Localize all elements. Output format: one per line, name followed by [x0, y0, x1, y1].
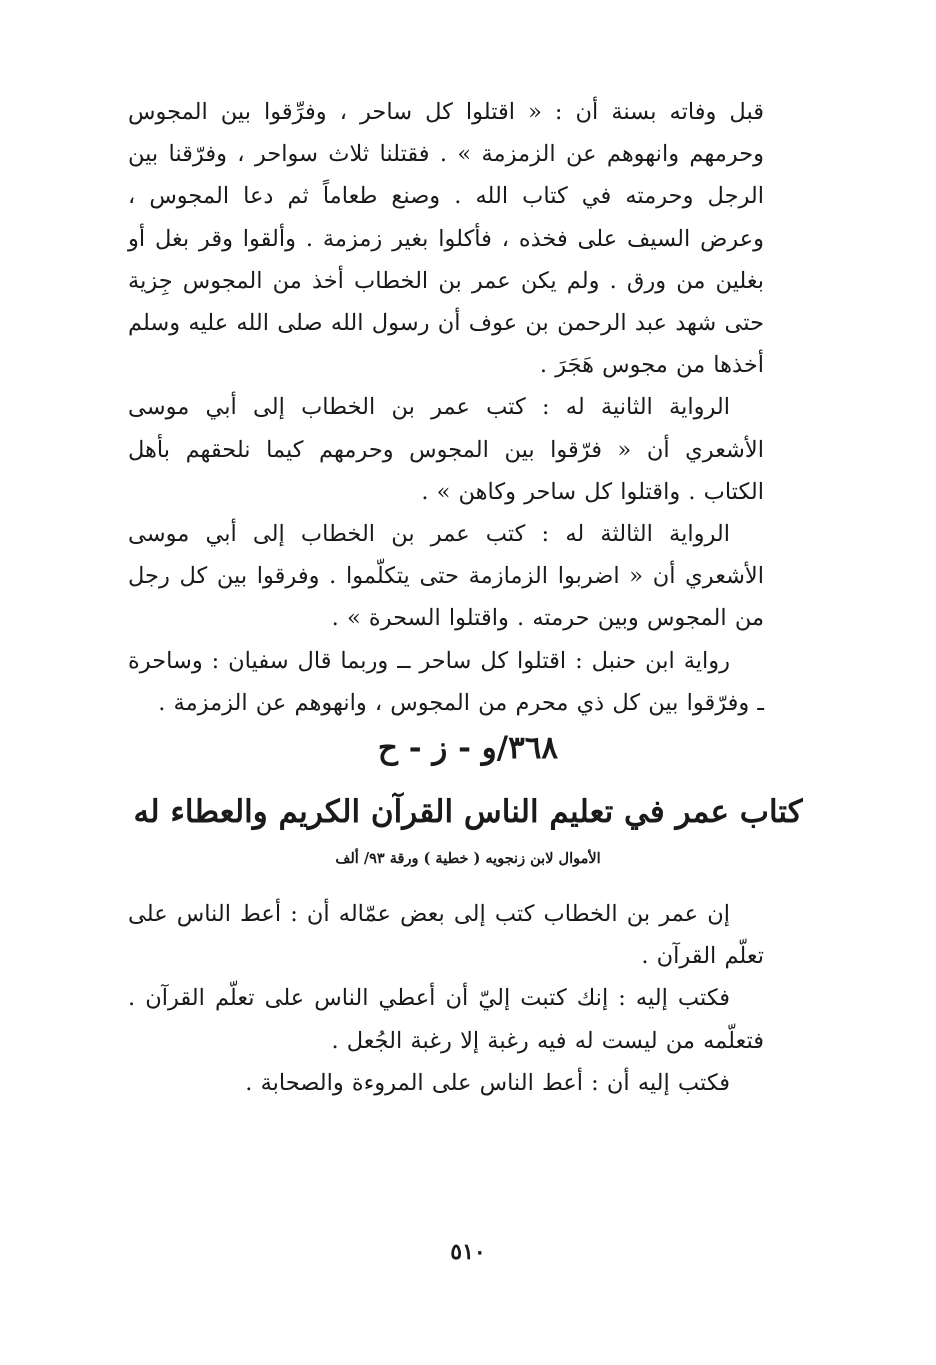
paragraph-ibn-hanbal-narration: رواية ابن حنبل : اقتلوا كل ساحر ــ وربما قال سفيان : وساحرة ـ وفرّقوا بين كل ذي محرم من المجوس ، وانهوهم عن الزمزمة .: [128, 647, 764, 716]
section-title-heading: كتاب عمر في تعليم الناس القرآن الكريم والعطاء له: [133, 794, 803, 830]
letter-text-block: [128, 893, 764, 1104]
paragraph-second-narration: الرواية الثانية له : كتب عمر بن الخطاب إلى أبي موسى الأشعري أن « فرّقوا بين المجوس وحرمهم كيما نلحقهم بأهل الكتاب . واقتلوا كل ساحر وكاهن » .: [128, 394, 764, 505]
narrations-text-block: [128, 91, 764, 724]
paragraph-third-narration: الرواية الثالثة له : كتب عمر بن الخطاب إلى أبي موسى الأشعري أن « اضربوا الزمازمة حتى يتكلّموا . وفرقوا بين كل رجل من المجوس وبين حرمته . واقتلوا السحرة » .: [128, 521, 764, 632]
section-source-reference: الأموال لابن زنجويه ( خطية ) ورقة ٩٣/ ألف: [335, 850, 601, 867]
paragraph-letter-instruction: إن عمر بن الخطاب كتب إلى بعض عمّاله أن : أعط الناس على تعلّم القرآن .: [128, 901, 764, 970]
paragraph-letter-reply: فكتب إليه : إنك كتبت إليّ أن أعطي الناس على تعلّم القرآن . فتعلّمه من ليست له فيه رغبة إلا رغبة الجُعل .: [128, 985, 764, 1054]
page-number: ٥١٠: [450, 1239, 486, 1265]
section-number-heading: ٣٦٨/و - ز - ح: [377, 730, 559, 766]
paragraph-letter-response: فكتب إليه أن : أعط الناس على المروءة والصحابة .: [245, 1069, 730, 1096]
paragraph-opening: قبل وفاته بسنة أن : « اقتلوا كل ساحر ، وفرِّقوا بين المجوس وحرمهم وانهوهم عن الزمزمة » . فقتلنا ثلاث سواحر ، وفرّقنا بين الرجل وحرمته في كتاب الله . وصنع طعاماً ثم دعا المجوس ، وعرض السيف على فخذه ، فأكلوا بغير زمزمة . وألقوا وقر بغل أو بغلين من ورق . ولم يكن عمر بن الخطاب أخذ من المجوس جِزية حتى شهد عبد الرحمن بن عوف أن رسول الله صلى الله عليه وسلم أخذها من مجوس هَجَرَ .: [128, 99, 764, 379]
